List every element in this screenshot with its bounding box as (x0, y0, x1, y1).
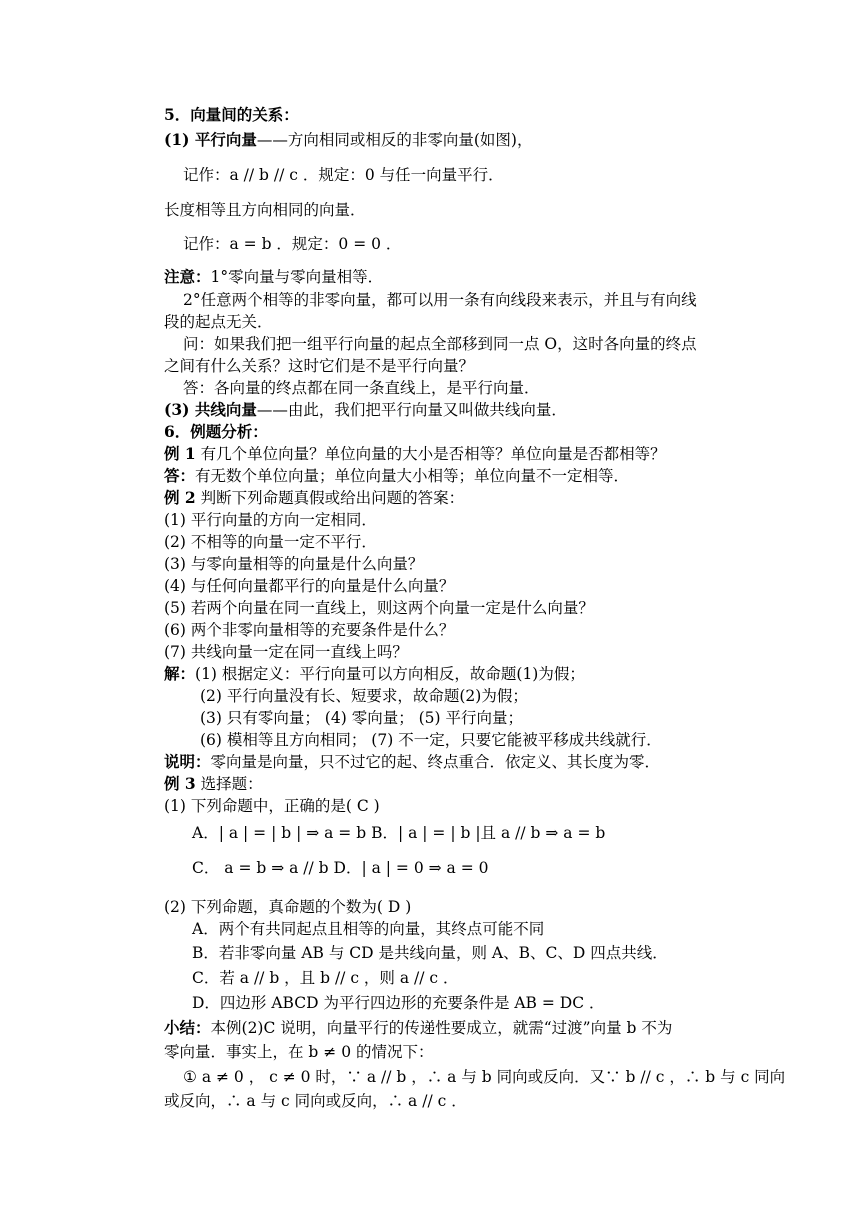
text-line-l33 (164, 896, 411, 918)
text-line-l29 (164, 773, 263, 795)
text-line-l03 (183, 164, 504, 186)
line-text: 长度相等且方向相同的向量． (164, 201, 366, 219)
text-line-l41 (164, 1090, 467, 1112)
line-text: C．若 a // b ，且 b // c ，则 a // c ． (192, 969, 459, 987)
text-line-l14 (164, 443, 666, 465)
text-line-l20 (164, 575, 454, 597)
line-text: 本例(2)C 说明，向量平行的传递性要成立，就需“过渡”向量 b 不为 (210, 1019, 673, 1037)
line-text: 6．例题分析： (164, 422, 268, 441)
text-line-l15 (164, 465, 629, 487)
line-text: ——方向相同或相反的非零向量(如图)， (256, 131, 533, 149)
text-line-l13 (164, 421, 268, 443)
bold-lead: 注意： (164, 267, 211, 286)
line-text: (7) 共线向量一定在同一直线上吗？ (164, 643, 408, 661)
text-line-l06 (164, 266, 383, 288)
text-line-l30 (164, 795, 380, 817)
bold-lead: 答： (164, 466, 196, 485)
text-line-l27 (200, 729, 662, 751)
line-text: (1) 根据定义：平行向量可以方向相反，故命题(1)为假； (195, 665, 585, 683)
line-text: 记作：a = b ．规定：0 = 0 ． (183, 235, 402, 253)
bold-lead: 说明： (164, 752, 211, 771)
line-text: (2) 平行向量没有长、短要求，故命题(2)为假； (200, 687, 528, 705)
line-text: (1) 下列命题中，正确的是( C ) (164, 797, 380, 815)
text-line-l18 (164, 531, 377, 553)
text-line-l16 (164, 487, 464, 509)
text-line-l38 (164, 1017, 672, 1039)
line-text: 记作：a // b // c ．规定：0 与任一向量平行． (183, 166, 504, 184)
text-line-l22 (164, 619, 454, 641)
text-line-l28 (164, 751, 660, 773)
text-line-l40 (183, 1066, 785, 1088)
line-text: A．两个有共同起点且相等的向量，其终点可能不同 (192, 920, 545, 938)
line-text: 2°任意两个相等的非零向量，都可以用一条有向线段来表示，并且与有向线 (183, 291, 697, 309)
line-text: 选择题： (195, 775, 263, 793)
line-text: ① a ≠ 0 ， c ≠ 0 时，∵ a // b ，∴ a 与 b 同向或反向．又∵ b // c ，∴ b 与 c 同向 (183, 1068, 786, 1086)
text-line-l25 (200, 685, 528, 707)
line-text: (4) 与任何向量都平行的向量是什么向量？ (164, 577, 455, 595)
text-line-l19 (164, 553, 423, 575)
text-line-l10 (164, 355, 474, 377)
text-line-l23 (164, 641, 408, 663)
bold-lead: (1) 平行向量 (164, 130, 257, 149)
text-line-l04 (164, 199, 366, 221)
text-line-l26 (200, 707, 523, 729)
bold-lead: 例 2 (164, 488, 196, 507)
line-text: 零向量是向量，只不过它的起、终点重合．依定义、其长度为零． (210, 753, 661, 771)
line-text: A．| a | = | b | ⇒ a = b B．| a | = | b |且 a // b ⇒ a = b (192, 824, 606, 842)
text-line-l02 (164, 129, 532, 151)
text-line-l21 (164, 597, 594, 619)
line-text: 判断下列命题真假或给出问题的答案： (195, 489, 465, 507)
line-text: (5) 若两个向量在同一直线上，则这两个向量一定是什么向量？ (164, 599, 594, 617)
text-line-l39 (164, 1041, 433, 1063)
line-text: (2) 下列命题，真命题的个数为( D ) (164, 898, 412, 916)
bold-lead: 小结： (164, 1018, 211, 1037)
text-line-l09 (183, 333, 697, 355)
line-text: B．若非零向量 AB 与 CD 是共线向量，则 A、B、C、D 四点共线． (192, 944, 668, 962)
line-text: (6) 两个非零向量相等的充要条件是什么？ (164, 621, 455, 639)
line-text: 问：如果我们把一组平行向量的起点全部移到同一点 O，这时各向量的终点 (183, 335, 697, 353)
text-line-l32 (192, 857, 488, 879)
text-line-l08 (164, 311, 273, 333)
line-text: 1°零向量与零向量相等． (210, 268, 384, 286)
line-text: 有几个单位向量？单位向量的大小是否相等？单位向量是否都相等？ (195, 445, 666, 463)
line-text: 之间有什么关系？这时它们是不是平行向量？ (164, 357, 475, 375)
bold-lead: 解： (164, 664, 196, 683)
line-text: 有无数个单位向量；单位向量大小相等；单位向量不一定相等． (195, 467, 630, 485)
text-line-l31 (192, 822, 605, 844)
text-line-l24 (164, 663, 585, 685)
text-line-l37 (192, 992, 605, 1014)
text-line-l12 (164, 399, 567, 421)
text-line-l05 (183, 233, 401, 255)
line-text: (3) 只有零向量； (4) 零向量； (5) 平行向量； (200, 709, 524, 727)
line-text: ——由此，我们把平行向量又叫做共线向量． (256, 401, 567, 419)
line-text: (1) 平行向量的方向一定相同． (164, 511, 377, 529)
text-line-l17 (164, 509, 377, 531)
line-text: (3) 与零向量相等的向量是什么向量？ (164, 555, 424, 573)
bold-lead: (3) 共线向量 (164, 400, 257, 419)
line-text: 5．向量间的关系： (164, 105, 299, 124)
text-line-l11 (183, 377, 540, 399)
text-line-l36 (192, 967, 459, 989)
text-line-l01 (164, 104, 299, 126)
line-text: 或反向，∴ a 与 c 同向或反向，∴ a // c ． (164, 1092, 467, 1110)
text-line-l34 (192, 918, 544, 940)
line-text: (6) 模相等且方向相同； (7) 不一定，只要它能被平移成共线就行． (200, 731, 662, 749)
bold-lead: 例 1 (164, 444, 196, 463)
text-line-l35 (192, 942, 668, 964)
line-text: 零向量．事实上，在 b ≠ 0 的情况下： (164, 1043, 434, 1061)
text-line-l07 (183, 289, 697, 311)
bold-lead: 例 3 (164, 774, 196, 793)
line-text: 段的起点无关． (164, 313, 273, 331)
line-text: (2) 不相等的向量一定不平行． (164, 533, 377, 551)
line-text: 答：各向量的终点都在同一条直线上，是平行向量． (183, 379, 540, 397)
line-text: D．四边形 ABCD 为平行四边形的充要条件是 AB = DC ． (192, 994, 605, 1012)
line-text: C． a = b ⇒ a // b D．| a | = 0 ⇒ a = 0 (192, 859, 489, 877)
